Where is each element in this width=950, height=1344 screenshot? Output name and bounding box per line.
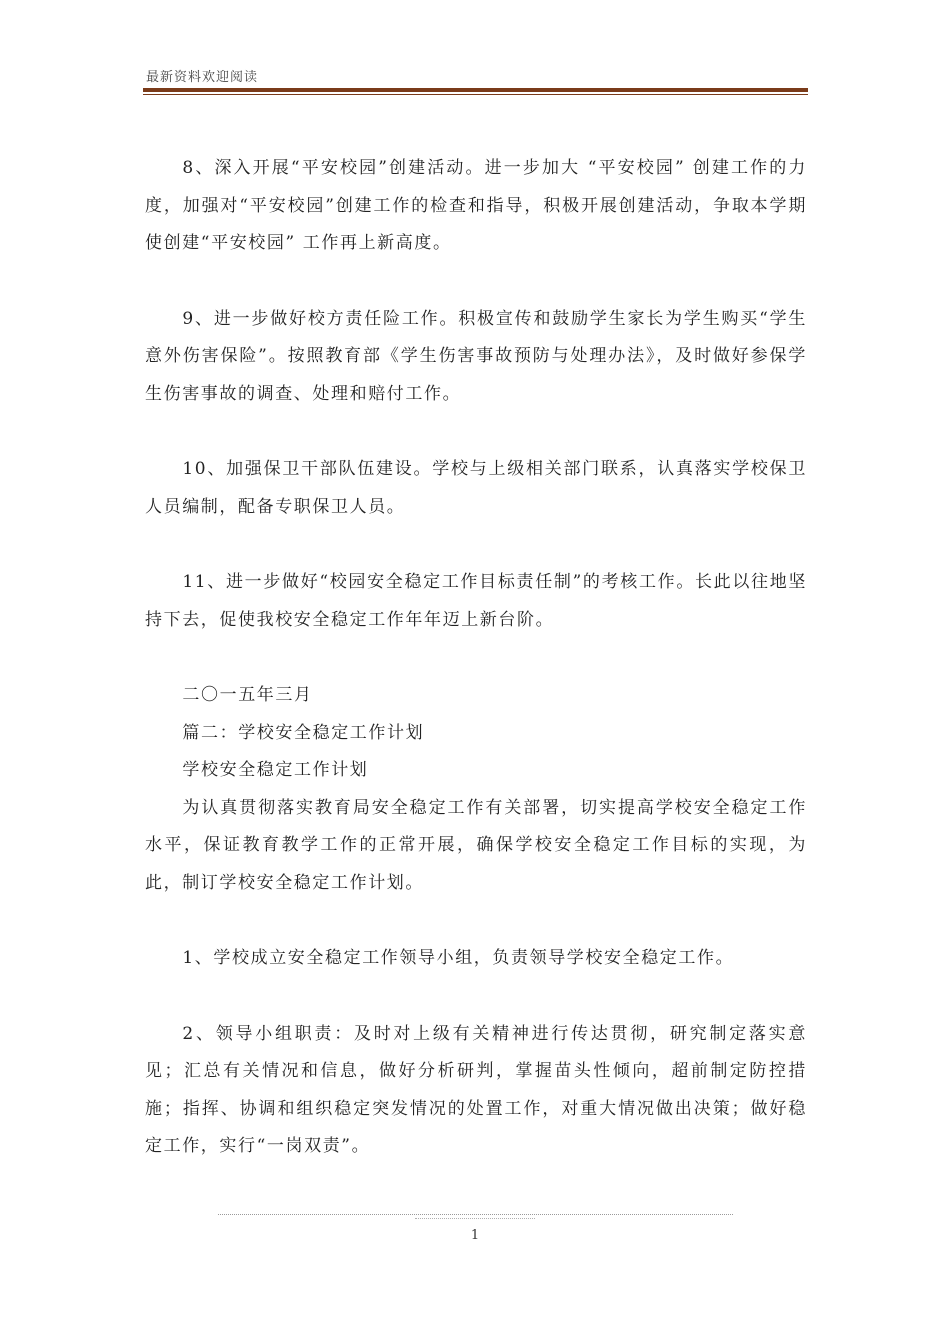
document-body	[145, 150, 807, 1166]
header-rule	[143, 88, 808, 92]
page-header-text: 最新资料欢迎阅读	[146, 70, 259, 85]
paragraph-item-2: 2、领导小组职责：及时对上级有关精神进行传达贯彻，研究制定落实意见；汇总有关情况和信息，做好分析研判，掌握苗头性倾向，超前制定防控措施；指挥、协调和组织稳定突发情况的处置工作，对重大情况做出决策；做好稳定工作，实行“一岗双责”。	[145, 1023, 807, 1156]
paragraph-item-10: 10、加强保卫干部队伍建设。学校与上级相关部门联系，认真落实学校保卫人员编制，配备专职保卫人员。	[145, 459, 807, 517]
page-number: 1	[470, 1228, 480, 1243]
intro-paragraph: 为认真贯彻落实教育局安全稳定工作有关部署，切实提高学校安全稳定工作水平，保证教育教学工作的正常开展，确保学校安全稳定工作目标的实现，为此，制订学校安全稳定工作计划。	[145, 797, 807, 893]
paragraph-item-9: 9、进一步做好校方责任险工作。积极宣传和鼓励学生家长为学生购买“学生意外伤害保险”。按照教育部《学生伤害事故预防与处理办法》，及时做好参保学生伤害事故的调查、处理和赔付工作。	[145, 308, 807, 404]
section-heading: 篇二：学校安全稳定工作计划	[182, 722, 425, 743]
paragraph-item-11: 11、进一步做好“校园安全稳定工作目标责任制”的考核工作。长此以往地坚持下去，促使我校安全稳定工作年年迈上新台阶。	[145, 572, 807, 630]
section-title: 学校安全稳定工作计划	[182, 760, 369, 780]
paragraph-item-8: 8、深入开展“平安校园”创建活动。进一步加大 “平安校园” 创建工作的力度，加强对“平安校园”创建工作的检查和指导，积极开展创建活动，争取本学期使创建“平安校园” 工作再上新高度。	[145, 158, 807, 253]
footer-rule-secondary	[415, 1218, 535, 1219]
footer-rule	[218, 1214, 733, 1215]
paragraph-item-1: 1、学校成立安全稳定工作领导小组，负责领导学校安全稳定工作。	[182, 948, 735, 968]
header-rule-thin	[143, 94, 808, 95]
date-line: 二〇一五年三月	[182, 685, 313, 705]
